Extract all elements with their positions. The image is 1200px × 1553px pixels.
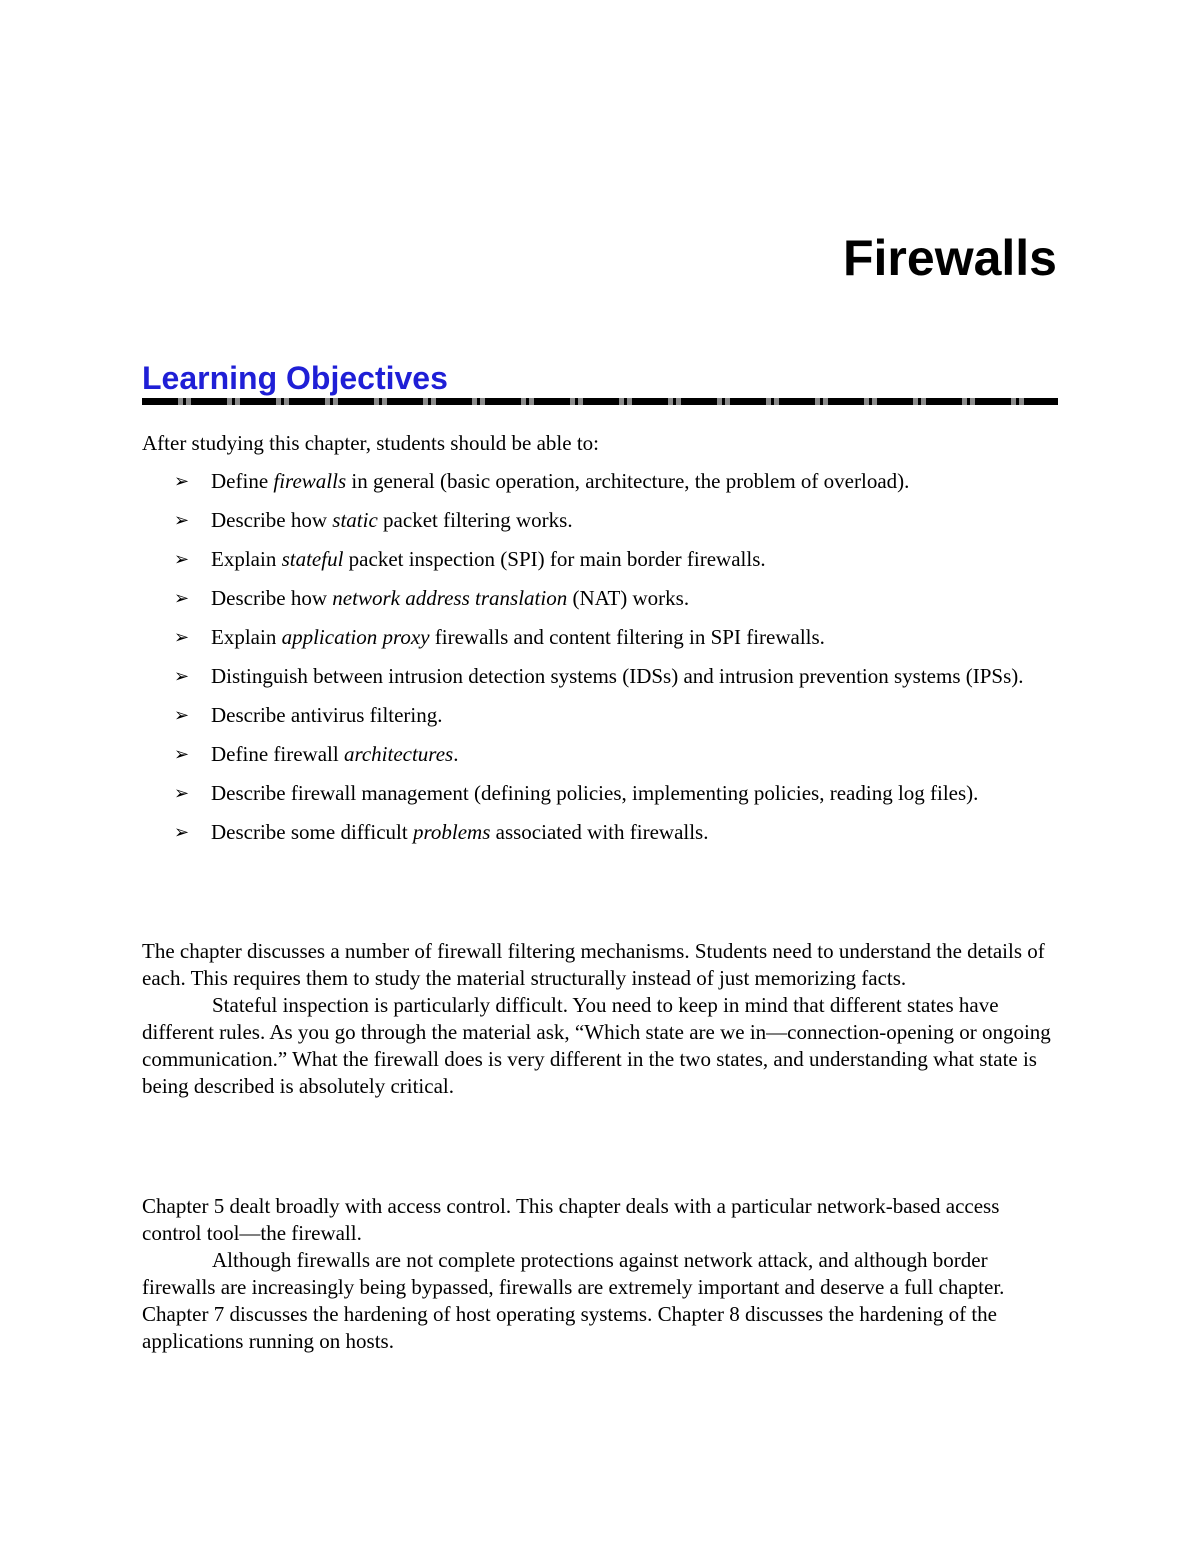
list-item: ➢ Distinguish between intrusion detection systems (IDSs) and intrusion prevention systems (IPSs). (174, 664, 1024, 688)
arrow-bullet-icon: ➢ (174, 822, 190, 843)
heading-rule (142, 398, 1058, 405)
list-item: ➢ Define firewalls in general (basic operation, architecture, the problem of overload). (174, 469, 910, 493)
list-item: ➢ Describe antivirus filtering. (174, 703, 443, 727)
arrow-bullet-icon: ➢ (174, 510, 190, 531)
body-paragraph: Chapter 5 dealt broadly with access control. This chapter deals with a particular network-based access control tool—the firewall. (142, 1194, 1000, 1245)
page-title: Firewalls (843, 230, 1057, 286)
list-item: ➢ Describe how static packet filtering works. (174, 508, 573, 532)
body-paragraph: Stateful inspection is particularly difficult. You need to keep in mind that different states have different rules. As you go through the material ask, “Which state are we in—connection-opening or ongoing communication.” What the firewall does is very different in the two states, and understanding what state is being described is absolutely critical. (142, 993, 1051, 1098)
objectives-list (174, 468, 1064, 858)
intro-text: After studying this chapter, students should be able to: (142, 431, 599, 455)
arrow-bullet-icon: ➢ (174, 588, 190, 609)
body-section-2 (142, 1193, 1062, 1355)
list-item: ➢ Describe firewall management (defining policies, implementing policies, reading log files). (174, 781, 979, 805)
body-section-1 (142, 938, 1062, 1100)
arrow-bullet-icon: ➢ (174, 705, 190, 726)
arrow-bullet-icon: ➢ (174, 744, 190, 765)
list-item: ➢ Describe how network address translation (NAT) works. (174, 586, 690, 610)
arrow-bullet-icon: ➢ (174, 549, 190, 570)
section-heading: Learning Objectives (142, 360, 448, 396)
list-item: ➢ Define firewall architectures. (174, 742, 459, 766)
arrow-bullet-icon: ➢ (174, 471, 190, 492)
body-paragraph: The chapter discusses a number of firewall filtering mechanisms. Students need to understand the details of each. This requires them to study the material structurally instead of just memorizing facts. (142, 939, 1045, 990)
arrow-bullet-icon: ➢ (174, 627, 190, 648)
list-item: ➢ Explain stateful packet inspection (SPI) for main border firewalls. (174, 547, 766, 571)
list-item: ➢ Explain application proxy firewalls and content filtering in SPI firewalls. (174, 625, 825, 649)
body-paragraph: Although firewalls are not complete protections against network attack, and although border firewalls are increasingly being bypassed, firewalls are extremely important and deserve a full chapter. Chapter 7 discusses the hardening of host operating systems. Chapter 8 discusses the hardening of the applications running on hosts. (142, 1248, 1005, 1353)
list-item: ➢ Describe some difficult problems associated with firewalls. (174, 820, 709, 844)
arrow-bullet-icon: ➢ (174, 783, 190, 804)
arrow-bullet-icon: ➢ (174, 666, 190, 687)
